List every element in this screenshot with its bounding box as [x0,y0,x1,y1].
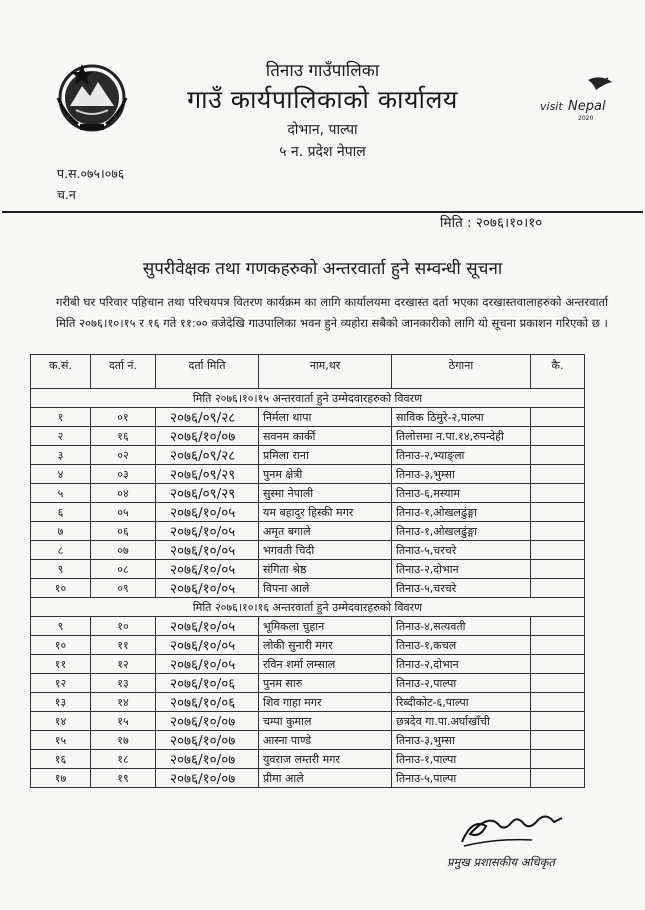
address-cell: तिनाउ-१,ओखलढुंङ्गा [392,503,531,522]
serial-cell: १७ [31,769,91,788]
reg-no-cell: ०६ [91,522,156,541]
remarks-cell [531,522,585,541]
name-cell: चम्पा कुमाल [259,712,392,731]
serial-cell: १० [31,579,91,598]
remarks-cell [531,617,585,636]
address-cell: साविक ठिमुरे-२,पाल्पा [392,408,531,427]
address-cell: तिनाउ-२,पाल्पा [392,674,531,693]
serial-cell: १४ [31,712,91,731]
table-row [31,750,585,769]
serial-cell: १ [31,408,91,427]
serial-cell: ९ [31,560,91,579]
reg-date-cell: २०७६/१०/०५ [156,560,259,579]
reg-no-cell: ०८ [91,560,156,579]
table-row [31,712,585,731]
reg-date-cell: २०७६/१०/०७ [156,731,259,750]
remarks-cell [531,712,585,731]
reg-no-cell: ०७ [91,541,156,560]
table-row [31,636,585,655]
col-header-serial: क.सं. [31,355,91,389]
name-cell: भगवती चिदी [259,541,392,560]
name-cell: पुनम सारु [259,674,392,693]
candidate-table [30,354,585,788]
header-divider [2,211,643,213]
name-cell: यम बहादुर हिस्की मगर [259,503,392,522]
table-row [31,541,585,560]
reg-no-cell: १८ [91,750,156,769]
svg-text:Nepal: Nepal [568,99,606,114]
reg-date-cell: २०७६/०९/२८ [156,408,259,427]
address-cell: तिनाउ-४,सत्यवती [392,617,531,636]
table-row [31,522,585,541]
remarks-cell [531,560,585,579]
address-cell: रिब्दीकोट-६,पाल्पा [392,693,531,712]
name-cell: प्रमिला राना [259,446,392,465]
name-cell: प्रीमा आले [259,769,392,788]
serial-cell: १२ [31,674,91,693]
municipality-name: तिनाउ गाउँपालिका [265,61,380,81]
reg-date-cell: २०७६/०९/२९ [156,465,259,484]
address-cell: तिनाउ-३,भुम्सा [392,731,531,750]
name-cell: पुनम क्षेत्री [259,465,392,484]
remarks-cell [531,484,585,503]
name-cell: शिव गाहा मगर [259,693,392,712]
reg-no-cell: ०५ [91,503,156,522]
table-row [31,427,585,446]
table-row [31,674,585,693]
col-header-name: नाम,थर [259,355,392,389]
office-name: गाउँ कार्यपालिकाको कार्यालय [187,85,458,114]
address-cell: तिनाउ-६,मस्याम [392,484,531,503]
reg-date-cell: २०७६/१०/०५ [156,503,259,522]
table-row [31,693,585,712]
remarks-cell [531,541,585,560]
signatory-title: प्रमुख प्रशासकीय अधिकृत [447,855,555,869]
reg-date-cell: २०७६/०९/२८ [156,446,259,465]
reg-no-cell: ११ [91,636,156,655]
reg-no-cell: १४ [91,693,156,712]
serial-cell: १३ [31,693,91,712]
office-address: दोभान, पाल्पा [287,122,358,138]
province-name: ५ न. प्रदेश नेपाल [279,144,366,160]
group-heading: मिति २०७६।१०।१६ अन्तरवार्ता हुने उम्मेदवारहरुको विवरण [31,598,585,617]
serial-cell: ४ [31,465,91,484]
serial-cell: ८ [31,541,91,560]
col-header-reg-no: दर्ता नं. [91,355,156,389]
serial-cell: १६ [31,750,91,769]
group-heading-row [31,389,585,408]
reg-no-cell: १५ [91,712,156,731]
notice-date: मिति : २०७६।१०।१० [440,215,543,231]
table-row [31,484,585,503]
table-row [31,408,585,427]
signature-mark [458,808,568,848]
name-cell: युवराज लम्तरी मगर [259,750,392,769]
reg-date-cell: २०७६/१०/०५ [156,617,259,636]
name-cell: अमृत बगाले [259,522,392,541]
serial-cell: ९ [31,617,91,636]
table-row [31,617,585,636]
reg-no-cell: ०२ [91,446,156,465]
serial-cell: ५ [31,484,91,503]
table-row [31,446,585,465]
reg-date-cell: २०७६/१०/०५ [156,655,259,674]
address-cell: तिनाउ-२,भ्याङ्ला [392,446,531,465]
notice-title: सुपरीवेक्षक तथा गणकहरुको अन्तरवार्ता हुने सम्वन्धी सूचना [142,259,503,279]
reg-date-cell: २०७६/०९/२९ [156,484,259,503]
reg-date-cell: २०७६/१०/०७ [156,712,259,731]
reg-no-cell: ०१ [91,408,156,427]
col-header-remarks: कै. [531,355,585,389]
address-cell: छत्रदेव गा.पा.अर्घाखाँची [392,712,531,731]
table-row [31,465,585,484]
group-heading: मिति २०७६।१०।१५ अन्तरवार्ता हुने उम्मेदवारहरुको विवरण [31,389,585,408]
reg-no-cell: १९ [91,769,156,788]
svg-text:visit: visit [540,100,563,113]
reg-date-cell: २०७६/१०/०५ [156,522,259,541]
reg-no-cell: ०३ [91,465,156,484]
svg-text:2020: 2020 [578,115,594,122]
table-row [31,731,585,750]
table-row [31,655,585,674]
notice-body: गरीबी घर परिवार पहिचान तथा परिचयपत्र वितरण कार्यक्रम का लागि कार्यालयमा दरखास्त दर्ता भएका दरखास्तवालाहरुको अन्तरवार्ता मिति २०७६।१०।१५ र १६ गते ११:०० वजेदेखि गाउपालिका भवन हुने व्यहोरा सबैको जानकारीको लागि यो सूचना प्रकाशन गरिएको छ । [56,295,608,330]
remarks-cell [531,427,585,446]
reg-no-cell: ०४ [91,484,156,503]
reg-date-cell: २०७६/१०/०५ [156,541,259,560]
group-heading-row [31,598,585,617]
remarks-cell [531,503,585,522]
reg-no-cell: १३ [91,674,156,693]
remarks-cell [531,731,585,750]
name-cell: निर्मला थापा [259,408,392,427]
address-cell: तिनाउ-१,पाल्पा [392,750,531,769]
remarks-cell [531,750,585,769]
table-body [31,389,585,788]
reg-date-cell: २०७६/१०/०७ [156,427,259,446]
serial-cell: १० [31,636,91,655]
remarks-cell [531,579,585,598]
address-cell: तिनाउ-१,कचल [392,636,531,655]
address-cell: तिनाउ-५,चरचरे [392,541,531,560]
table-row [31,503,585,522]
address-cell: तिनाउ-५,पाल्पा [392,769,531,788]
name-cell: भूमिकला चुहान [259,617,392,636]
serial-cell: १५ [31,731,91,750]
reg-no-cell: १० [91,617,156,636]
dispatch-number: च.न [57,187,76,202]
reg-no-cell: १२ [91,655,156,674]
reg-date-cell: २०७६/१०/०६ [156,674,259,693]
reg-date-cell: २०७६/१०/०७ [156,750,259,769]
address-cell: तिनाउ-३,भुम्सा [392,465,531,484]
reg-no-cell: १७ [91,731,156,750]
name-cell: संगिता श्रेष्ठ [259,560,392,579]
reg-no-cell: ०९ [91,579,156,598]
reg-no-cell: १६ [91,427,156,446]
remarks-cell [531,465,585,484]
serial-cell: ७ [31,522,91,541]
remarks-cell [531,408,585,427]
name-cell: आस्ना पाण्डे [259,731,392,750]
table-row [31,769,585,788]
table-row [31,560,585,579]
serial-cell: ३ [31,446,91,465]
remarks-cell [531,674,585,693]
table-header-row [31,355,585,389]
address-cell: तिनाउ-१,ओखलढुंङ्गा [392,522,531,541]
name-cell: सुस्मा नेपाली [259,484,392,503]
serial-cell: २ [31,427,91,446]
remarks-cell [531,769,585,788]
reg-date-cell: २०७६/१०/०७ [156,769,259,788]
name-cell: रविन शर्मा लम्साल [259,655,392,674]
name-cell: सवनम कार्की [259,427,392,446]
remarks-cell [531,636,585,655]
address-cell: तिनाउ-२,दोभान [392,655,531,674]
col-header-reg-date: दर्ता मिति [156,355,259,389]
letter-number: प.स.०७५।०७६ [57,166,125,181]
name-cell: विपना आले [259,579,392,598]
serial-cell: ११ [31,655,91,674]
address-cell: तिनाउ-५,चरचरे [392,579,531,598]
reg-date-cell: २०७६/१०/०५ [156,636,259,655]
address-cell: तिलोत्तमा न.पा.१४,रुपन्देही [392,427,531,446]
table-row [31,579,585,598]
remarks-cell [531,693,585,712]
name-cell: लोकी सुनारी मगर [259,636,392,655]
address-cell: तिनाउ-२,दोभान [392,560,531,579]
remarks-cell [531,446,585,465]
reg-date-cell: २०७६/१०/०५ [156,579,259,598]
col-header-address: ठेगाना [392,355,531,389]
serial-cell: ६ [31,503,91,522]
remarks-cell [531,655,585,674]
reg-date-cell: २०७६/१०/०६ [156,693,259,712]
